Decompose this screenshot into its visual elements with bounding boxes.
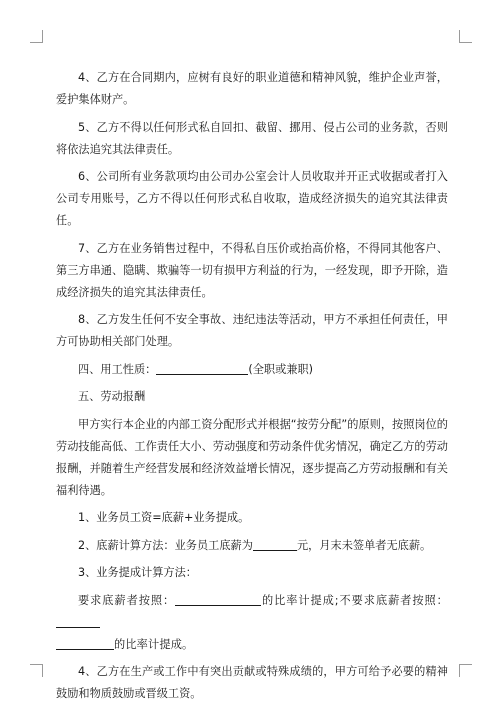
remuneration-item-2 [56, 535, 448, 557]
crop-mark-top-left [30, 30, 43, 43]
clause-8: 8、乙方发生任何不安全事故、违纪违法等活动，甲方不承担任何责任，甲方可协助相关部门处理。 [56, 313, 448, 348]
base-salary-blank[interactable] [253, 538, 297, 551]
employment-nature-blank[interactable] [156, 362, 248, 375]
commission-with-base-blank[interactable] [175, 593, 261, 606]
remuneration-item-1: 1、业务员工资=底薪+业务提成。 [78, 511, 250, 524]
commission-rates [56, 590, 448, 656]
commission-without-base-blank-part2[interactable] [56, 637, 114, 650]
crop-mark-bottom-left [30, 664, 43, 677]
crop-mark-bottom-right [459, 664, 472, 677]
clause-6: 6、公司所有业务款项均由公司办公室会计人员收取并开正式收据或者打入公司专用账号，乙方不得以任何形式私自收取，造成经济损失的追究其法律责任。 [56, 170, 448, 227]
crop-mark-top-right [459, 30, 472, 43]
employment-nature-hint: (全职或兼职) [248, 362, 313, 376]
commission-with-base-label: 要求底薪者按照： [78, 593, 176, 607]
remuneration-item-3: 3、业务提成计算方法： [78, 566, 197, 579]
remuneration-body: 甲方实行本企业的内部工资分配形式并根据“按劳分配”的原则，按照岗位的劳动技能高低、工作责任大小、劳动强度和劳动条件优劣情况，确定乙方的劳动报酬，并随着生产经营发展和经济效益增长情况，逐步提高乙方劳动报酬和有关福利待遇。 [56, 417, 448, 497]
commission-without-base-blank-part1[interactable] [56, 615, 100, 628]
section-remuneration-title: 五、劳动报酬 [78, 390, 146, 403]
clause-7: 7、乙方在业务销售过程中，不得私自压价或抬高价格，不得同其他客户、第三方串通、隐瞒、欺骗等一切有损甲方利益的行为，一经发现，即予开除，造成经济损失的追究其法律责任。 [56, 241, 448, 299]
document-body [56, 67, 448, 705]
base-salary-label: 2、底薪计算方法：业务员工底薪为 [78, 538, 253, 552]
section-employment-nature [56, 359, 448, 381]
remuneration-item-4: 4、乙方在生产或工作中有突出贡献或特殊成绩的，甲方可给予必要的精神鼓励和物质鼓励或晋级工资。 [56, 665, 448, 700]
clause-4: 4、乙方在合同期内，应树有良好的职业道德和精神风貌，维护企业声誉，爱护集体财产。 [56, 71, 448, 106]
clause-5: 5、乙方不得以任何形式私自回扣、截留、挪用、侵占公司的业务款，否则将依法追究其法律责任。 [56, 120, 448, 156]
base-salary-suffix: 元，月末未签单者无底薪。 [296, 538, 432, 552]
commission-without-base-suffix: 的比率计提成。 [114, 637, 194, 651]
employment-nature-label: 四、用工性质： [78, 362, 157, 376]
commission-without-base-label: 的比率计提成;不要求底薪者按照： [261, 593, 448, 607]
